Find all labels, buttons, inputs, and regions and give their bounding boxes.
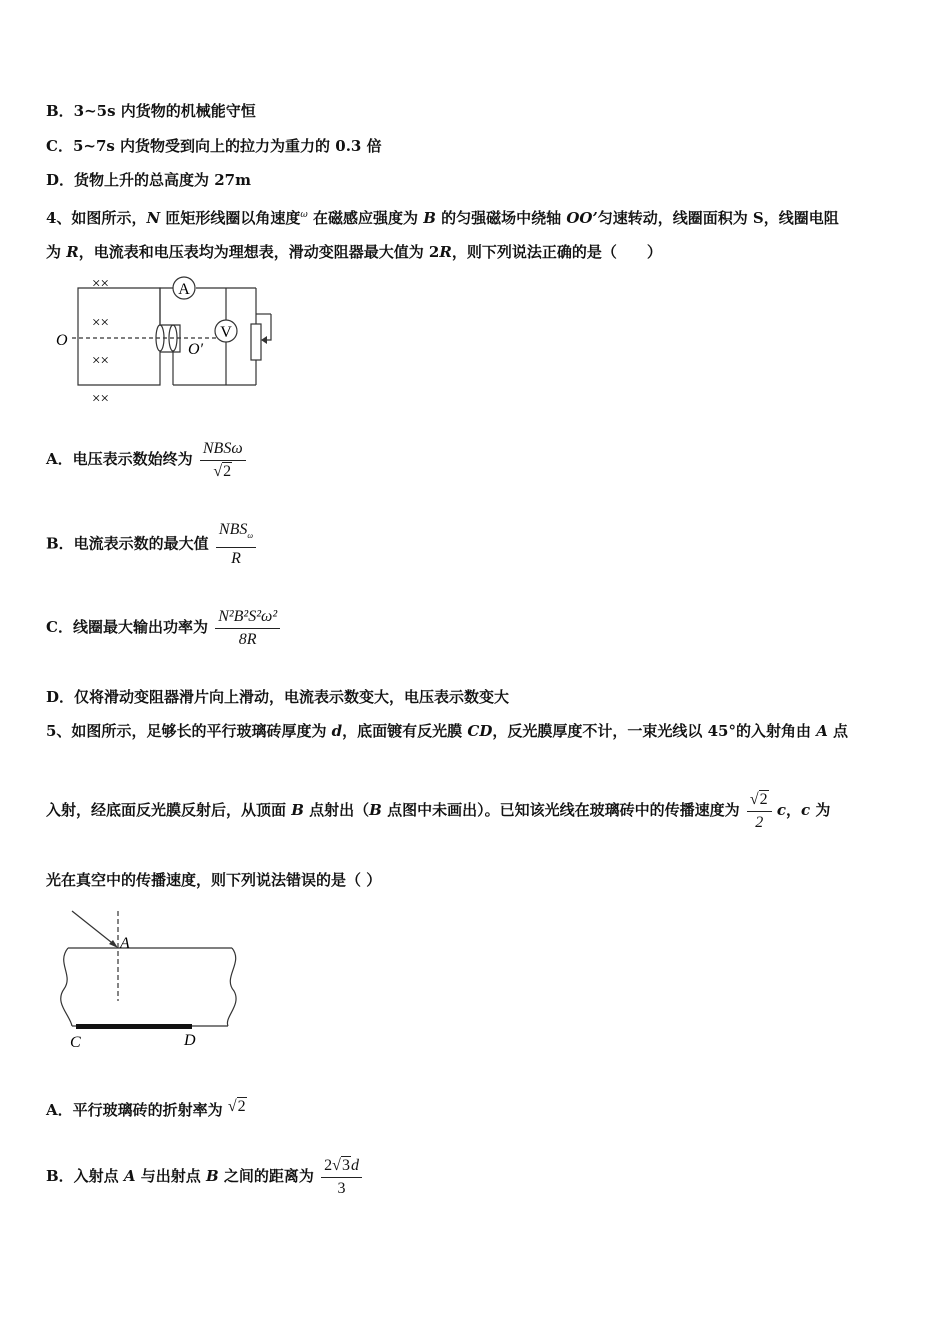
q4-option-a: A．电压表示数始终为 $\frac{\text{NBSω}}{√2}$ (46, 436, 246, 482)
q5-stem-line1: 5、如图所示，足够长的平行玻璃砖厚度为 d，底面镀有反光膜 CD，反光膜厚度不计，一束光线以 45°的入射角由 A 点 (46, 722, 849, 740)
axis-label-o-prime: O′ (188, 341, 204, 358)
field-cross-2: ×× (92, 353, 109, 369)
q5-option-b-formula: $\frac{2√3d}{3}$ (321, 1156, 362, 1199)
q3-option-c: C．5~7s 内货物受到向上的拉力为重力的 0.3 倍 (46, 137, 382, 155)
q4-stem-line2: 为 R，电流表和电压表均为理想表，滑动变阻器最大值为 2R，则下列说法正确的是（ ） (46, 243, 662, 261)
axis-label-o: O (56, 332, 68, 349)
q5-option-a: A．平行玻璃砖的折射率为 √2 (46, 1098, 246, 1119)
q4-stem-line1: 4、如图所示，N 匝矩形线圈以角速度$^\omega$ 在磁感应强度为 B 的匀强磁场中绕轴 OO’匀速转动，线圈面积为 S，线圈电阻 (46, 209, 839, 227)
voltmeter-label: V (220, 324, 232, 341)
q4-option-c-formula: $\frac{\text{N²B²S²ω²}}{8R}$ (215, 607, 280, 650)
q4-option-b-formula: $\frac{NBS_\omega}{R}$ (216, 520, 256, 569)
field-cross-bottom: ×× (92, 391, 109, 407)
q5-glass-figure (50, 905, 250, 1055)
point-a-label: A (120, 935, 130, 952)
point-d-label: D (184, 1032, 196, 1049)
q4-option-b: B．电流表示数的最大值 $\frac{NBS_\omega}{R}$ (46, 520, 256, 569)
field-cross-1: ×× (92, 315, 109, 331)
q4-circuit-figure (50, 272, 290, 412)
ammeter-label: A (178, 281, 190, 298)
q3-option-b: B．3~5s 内货物的机械能守恒 (46, 102, 256, 120)
q5-stem-line2: 入射，经底面反光膜反射后，从顶面 B 点射出（B 点图中未画出）。已知该光线在玻璃砖中的传播速度为 $\frac{√2}{2}$ c，c 为 (46, 790, 831, 831)
point-c-label: C (70, 1034, 81, 1051)
field-cross-top: ×× (92, 276, 109, 292)
q3-option-d: D．货物上升的总高度为 27m (46, 171, 251, 189)
q5-speed-formula: $\frac{√2}{2}$ (747, 790, 772, 833)
q4-option-a-formula: $\frac{\text{NBSω}}{√2}$ (200, 439, 246, 482)
q4-option-c: C．线圈最大输出功率为 $\frac{\text{N²B²S²ω²}}{8R}$ (46, 604, 280, 650)
q4-option-d: D．仅将滑动变阻器滑片向上滑动，电流表示数变大，电压表示数变大 (46, 688, 510, 706)
q5-option-b: B．入射点 A 与出射点 B 之间的距离为 $\frac{2√3d}{3}$ (46, 1152, 362, 1200)
q5-stem-line3: 光在真空中的传播速度，则下列说法错误的是（ ） (46, 871, 382, 889)
